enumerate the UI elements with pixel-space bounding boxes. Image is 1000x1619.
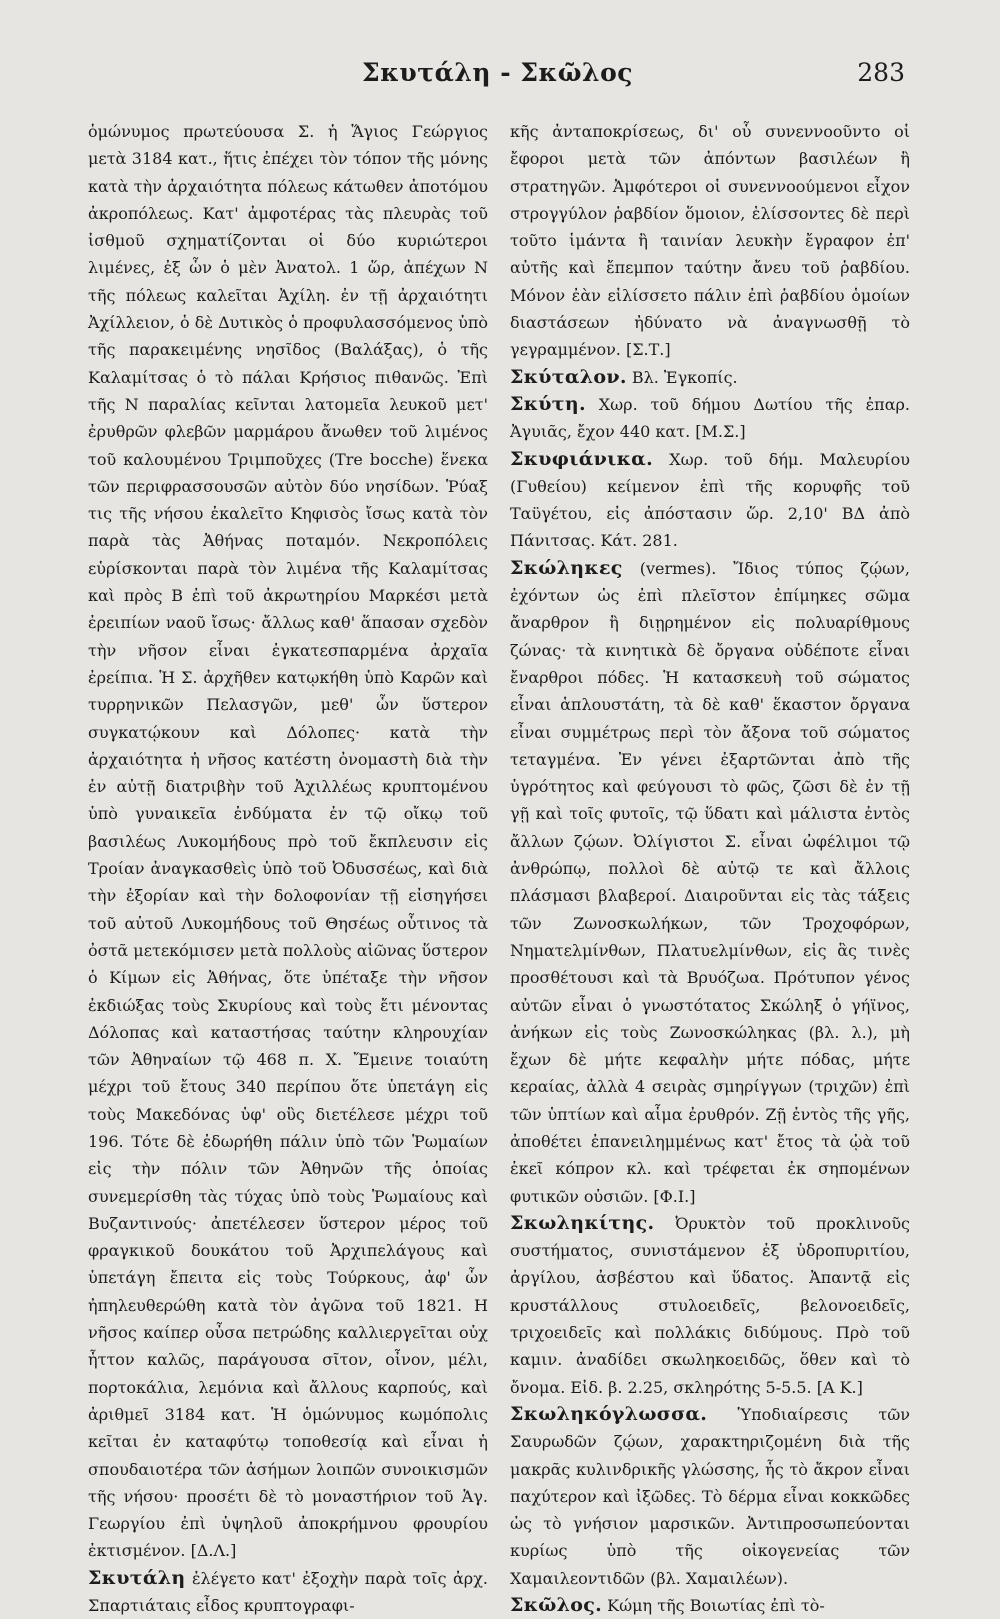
entry-headword: Σκωληκίτης. [510, 1211, 655, 1234]
entry-headword: Σκώληκες [510, 556, 623, 579]
page-number: 283 [857, 58, 905, 87]
entry-text: Βλ. Ἐγκοπίς. [631, 367, 738, 387]
entry-skolikoglossa [510, 1401, 910, 1592]
entry-text: (vermes). Ἴδιος τύπος ζῴων, ἐχόντων ὡς ἐπὶ πλεῖστον ἐπίμηκες σῶμα ἄναρθρον ἢ διῃρημένον εἰς πολυαρίθμους ζώνας· τὰ κινητικὰ δὲ ὄργανα οὐδέποτε εἶναι ἔναρθροι πόδες. Ἡ κατασκευὴ τοῦ σώματος εἶναι ἁπλουστάτη, τὰ δὲ καθ' ἕκαστον ὄργανα εἶναι συμμέτρως περὶ τὸν ἄξονα τοῦ σώματος τεταγμένα. Ἐν γένει ἐξαρτῶνται ἀπὸ τῆς ὑγρότητος καὶ φεύγουσι τὸ φῶς, ζῶσι δὲ ἐν τῇ γῇ καὶ τοῖς φυτοῖς, τῷ ὕδατι καὶ μάλιστα ἐντὸς ἄλλων ζῴων. Ὀλίγιστοι Σ. εἶναι ὠφέλιμοι τῷ ἀνθρώπῳ, πολλοὶ δὲ αὐτῷ τε καὶ ἄλλοις πλάσμασι βλαβεροί. Διαιροῦνται εἰς τὰς τάξεις τῶν Ζωνοσκωλήκων, τῶν Τροχοφόρων, Νηματελμίνθων, Πλατυελμίνθων, εἰς ἃς τινὲς προσθέτουσι καὶ τὰ Βρυόζωα. Πρότυπον γένος αὐτῶν εἶναι ὁ γνωστότατος Σκώληξ ὁ γήϊνος, ἀνήκων εἰς τοὺς Ζωνοσκώληκας (βλ. λ.), μὴ ἔχων δὲ μήτε κεφαλὴν μήτε πόδας, μήτε κεραίας, ἀλλὰ 4 σειρὰς σμηρίγγων (τριχῶν) ἐπὶ τῶν ὑπτίων καὶ αἷμα ἐρυθρόν. Ζῇ ἐντὸς τῆς γῆς, ἀποθέτει ἐπανειλημμένως κατ' ἔτος τὰ ᾠὰ τοῦ ἐκεῖ κόπρον κλ. καὶ τρέφεται ἐκ σηπομένων φυτικῶν οὐσιῶν. [Φ.Ι.] [510, 558, 910, 1206]
entry-continuation [88, 118, 488, 1565]
entry-text: Ὑποδιαίρεσις τῶν Σαυρωδῶν ζῴων, χαρακτηριζομένη διὰ τῆς μακρᾶς κυλινδρικῆς γλώσσης, ἧς τὸ ἄκρον εἶναι παχύτερον καὶ ἰξῶδες. Τὸ δέρμα εἶναι κοκκῶδες ὡς τὸ γνήσιον μαρσικῶν. Ἀντιπροσωπεύονται κυρίως ὑπὸ τῆς οἰκογενείας τῶν Χαμαιλεοντιδῶν (βλ. Χαμαιλέων). [510, 1404, 910, 1588]
entry-text: Ὀρυκτὸν τοῦ προκλινοῦς συστήματος, συνιστάμενον ἐξ ὑδροπυριτίου, ἀργίλου, ἀσβέστου καὶ ὕδατος. Ἀπαντᾷ εἰς κρυστάλλους στυλοειδεῖς, βελονοειδεῖς, τριχοειδεῖς καὶ πολλάκις διδύμους. Πρὸ τοῦ καμιν. ἀναδίδει σκωληκοειδῶς, ὅθεν καὶ τὸ ὄνομα. Εἰδ. β. 2.25, σκληρότης 5-5.5. [Α Κ.] [510, 1213, 910, 1397]
entry-headword: Σκῶλος. [510, 1594, 603, 1617]
page-header [90, 56, 905, 96]
entry-headword: Σκυτάλη [88, 1566, 186, 1589]
entry-skyfianika [510, 446, 910, 555]
entry-text: Χωρ. τοῦ δήμ. Μαλευρίου (Γυθείου) κείμενον ἐπὶ τῆς κορυφῆς τοῦ Ταϋγέτου, εἰς ἀπόστασιν ὥρ. 2,10' ΒΔ ἀπὸ Πάνιτσας. Κάτ. 281. [510, 449, 910, 551]
entry-text: ὁμώνυμος πρωτεύουσα Σ. ἡ Ἅγιος Γεώργιος μετὰ 3184 κατ., ἥτις ἐπέχει τὸν τόπον τῆς μόνης κατὰ τὴν ἀρχαιότητα πόλεως κάτωθεν ἀποτόμου ἀκροπόλεως. Κατ' ἀμφοτέρας τὰς πλευρὰς τοῦ ἰσθμοῦ σχηματίζονται οἱ δύο κυριώτεροι λιμένες, ἐξ ὧν ὁ μὲν Ἀνατολ. 1 ὥρ, ἀπέχων Ν τῆς πόλεως καλεῖται Ἀχίλη. ἐν τῇ ἀρχαιότητι Ἀχίλλειον, ὁ δὲ Δυτικὸς ὁ προφυλασσόμενος ὑπὸ τῆς παρακειμένης νησῖδος (Βαλάξας), ὁ τῆς Καλαμίτσας ὁ τὸ πάλαι Κρήσιος πιθανῶς. Ἐπὶ τῆς Ν παραλίας κεῖνται λατομεῖα λευκοῦ μετ' ἐρυθρῶν φλεβῶν μαρμάρου ἄνωθεν τοῦ λιμένος τοῦ καλουμένου Τριμποῦχες (Tre bocche) ἕνεκα τῶν περιφρασσουσῶν αὐτὸν δύο νησίδων. Ῥύαξ τις τῆς νήσου ἐκαλεῖτο Κηφισὸς ἴσως κατὰ τὸν παρὰ τὰς Ἀθήνας ποταμόν. Νεκροπόλεις εὑρίσκονται παρὰ τὸν λιμένα τῆς Καλαμίτσας καὶ πρὸς Β ἐπὶ τοῦ ἀκρωτηρίου Μαρκέσι μετὰ ἐρειπίων ναοῦ ἴσως· ἄλλως καθ' ἅπασαν σχεδὸν τὴν νῆσον εἶναι ἐγκατεσπαρμένα ἀρχαῖα ἐρείπια. Ἡ Σ. ἀρχῆθεν κατῳκήθη ὑπὸ Καρῶν καὶ τυρρηνικῶν Πελασγῶν, μεθ' ὧν ὕστερον συγκατῴκουν καὶ Δόλοπες· κατὰ τὴν ἀρχαιότητα ἡ νῆσος κατέστη ὀνομαστὴ διὰ τὴν ἐν αὐτῇ διατριβὴν τοῦ Ἀχιλλέως κρυπτομένου ὑπὸ γυναικεῖα ἐνδύματα ἐν τῷ οἴκῳ τοῦ βασιλέως Λυκομήδους πρὸ τοῦ ἔκπλευσιν εἰς Τροίαν ἀναγκασθεὶς ὑπὸ τοῦ Ὀδυσσέως, καὶ διὰ τὴν ἐξορίαν καὶ τὴν δολοφονίαν τῇ εἰσηγήσει τοῦ αὐτοῦ Λυκομήδους τοῦ Θησέως οὗτινος τὰ ὀστᾶ μετεκόμισεν μετὰ πολλοὺς αἰῶνας ὕστερον ὁ Κίμων εἰς Ἀθήνας, ὅτε ὑπέταξε τὴν νῆσον ἐκδιώξας τοὺς Σκυρίους καὶ τοὺς ἔτι μένοντας Δόλοπας καὶ καταστήσας ταύτην κληρουχίαν τῶν Ἀθηναίων τῷ 468 π. Χ. Ἔμεινε τοιαύτη μέχρι τοῦ ἔτους 340 περίπου ὅτε ὑπετάγη εἰς τοὺς Μακεδόνας ὑφ' οὓς διετέλεσε μέχρι τοῦ 196. Τότε δὲ ἐδωρήθη πάλιν ὑπὸ τῶν Ῥωμαίων εἰς τὴν πόλιν τῶν Ἀθηνῶν τῆς ὁποίας συνεμερίσθη τὰς τύχας ὑπὸ τοὺς Ῥωμαίους καὶ Βυζαντινούς· ἀπετέλεσεν ὕστερον μέρος τοῦ φραγκικοῦ δουκάτου τοῦ Ἀρχιπελάγους καὶ ὑπετάγη ἔπειτα εἰς τοὺς Τούρκους, ἀφ' ὧν ἠπηλευθερώθη κατὰ τὸν ἀγῶνα τοῦ 1821. Η νῆσος καίπερ οὖσα πετρώδης καλλιεργεῖται οὐχ ἧττον καλῶς, παράγουσα σῖτον, οἶνον, μέλι, πορτοκάλια, λεμόνια καὶ ἄλλους καρπούς, καὶ ἀριθμεῖ 3184 κατ. Ἡ ὁμώνυμος κωμόπολις κεῖται ἐν καταφύτῳ τοποθεσίᾳ καὶ εἶναι ἡ σπουδαιοτέρα τῶν ἀσήμων λοιπῶν συνοικισμῶν τῆς νήσου· προσέτι δὲ τὸ μοναστήριον τοῦ Ἁγ. Γεωργίου ἐπὶ ὑψηλοῦ ἀποκρήμνου φρουρίου ἐκτισμένον. [Δ.Λ.] [88, 122, 488, 1561]
entry-text: ἐλέγετο κατ' ἐξοχὴν παρὰ τοῖς ἀρχ. Σπαρτιάταις εἶδος κρυπτογραφι- [88, 1568, 488, 1616]
entry-skolikes [510, 555, 910, 1210]
entry-text: Χωρ. τοῦ δήμου Δωτίου τῆς ἐπαρ. Ἀγυιᾶς, ἔχον 440 κατ. [Μ.Σ.] [510, 394, 910, 442]
entry-headword: Σκωληκόγλωσσα. [510, 1402, 708, 1425]
entry-skolikitis [510, 1210, 910, 1401]
right-column [510, 118, 910, 1617]
entry-text: Κώμη τῆς Βοιωτίας ἐπὶ τὸ- [607, 1596, 825, 1616]
text-columns [88, 118, 910, 1617]
entry-skyti [510, 391, 910, 446]
entry-skytalon [510, 364, 910, 391]
entry-headword: Σκυφιάνικα. [510, 447, 654, 470]
entry-skolos [510, 1592, 910, 1619]
entry-headword: Σκύταλον. [510, 365, 627, 388]
left-column [88, 118, 488, 1616]
entry-text: κῆς ἀνταποκρίσεως, δι' οὗ συνεννοοῦντο οἱ ἔφοροι μετὰ τῶν ἀπόντων βασιλέων ἢ στρατηγῶν. Ἀμφότεροι οἱ συνεννοούμενοι εἶχον στρογγύλον ῥαβδίον ὅμοιον, ἑλίσσοντες δὲ περὶ τοῦτο ἱμάντα ἢ ταινίαν λευκὴν ἔγραφον ἐπ' αὐτῆς καὶ ἔπεμπον ταύτην ἄνευ τοῦ ῥαβδίου. Μόνον ἐὰν εἱλίσσετο πάλιν ἐπὶ ῥαβδίου ὁμοίων διαστάσεων ἠδύνατο νὰ ἀναγνωσθῇ τὸ γεγραμμένον. [Σ.Τ.] [510, 122, 910, 360]
running-title: Σκυτάλη - Σκῶλος [362, 58, 633, 87]
entry-headword: Σκύτη. [510, 392, 586, 415]
entry-continuation [510, 118, 910, 364]
entry-skytali [88, 1565, 488, 1619]
